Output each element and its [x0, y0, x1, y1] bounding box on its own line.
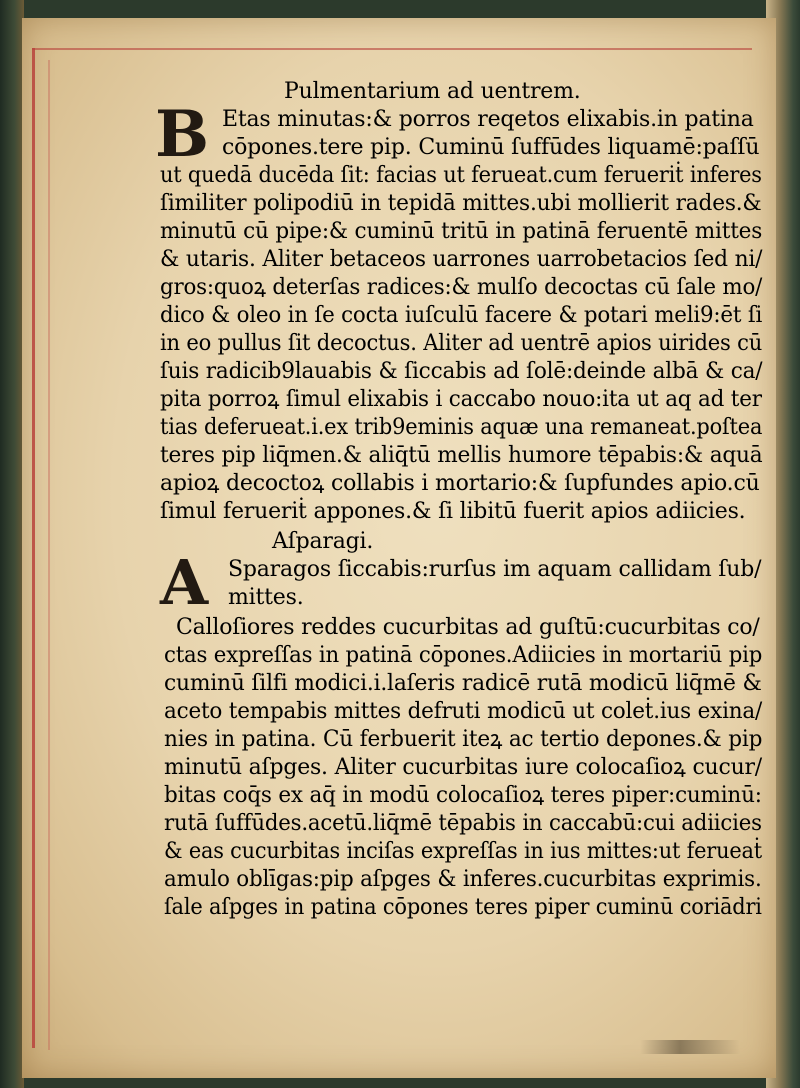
text-line: ſuis radicib9lauabis & ſiccabis ad ſolē:deinde albā & ca/ — [160, 359, 763, 384]
text-line: nies in patina. Cū ferbuerit iteꝝ ac tertio depones.& pip — [164, 727, 763, 752]
text-line: & utaris. Aliter betaceos uarrones uarrobetacios ſed ni/ — [160, 247, 763, 272]
rubric-line-left — [32, 48, 35, 1048]
text-line: mittes. — [228, 585, 304, 610]
rubric-line-top — [32, 48, 752, 50]
heading-pulmentarium: Pulmentarium ad uentrem. — [284, 79, 581, 104]
initial-letter-b: B — [155, 97, 210, 172]
text-line: apioꝝ decoctoꝝ collabis i mortario:& ſupfundes apio.cū — [160, 471, 760, 496]
text-line: ſale aſpges in patina cōpones teres piper cuminū coriādri — [164, 895, 762, 920]
text-line: amulo oblīgas:pip aſpges & inferes.cucurbitas exprimis. — [164, 867, 762, 892]
text-line: ſimiliter polipodiū in tepidā mittes.ubi mollierit rades.& — [160, 191, 762, 216]
text-line: aceto tempabis mittes defruti modicū ut coleṫ.ius exina/ — [164, 699, 763, 724]
text-line: Sparagos ſiccabis:rurſus im aquam callidam ſub/ — [228, 557, 762, 582]
text-line: pita porroꝝ ſimul elixabis i caccabo nouo:ita ut aq ad ter — [160, 387, 762, 412]
text-line: Calloſiores reddes cucurbitas ad guſtū:cucurbitas co/ — [176, 615, 760, 640]
text-line: ut quedā ducēda ſit: facias ut ferueat.cum ferueriṫ inferes — [160, 163, 762, 188]
text-line: gros:quoꝝ deterſas radices:& mulſo decoctas cū ſale mo/ — [160, 275, 763, 300]
text-line: & eas cucurbitas inciſas expreſſas in ius mittes:ut ferueaṫ — [164, 839, 762, 864]
book-spine — [0, 0, 24, 1088]
text-line: minutū cū pipe:& cuminū tritū in patinā feruentē mittes — [160, 219, 763, 244]
page-smudge — [640, 1040, 740, 1054]
text-line: rutā ſuffūdes.acetū.liq̄mē tēpabis in caccabū:cui adiicies — [164, 811, 762, 836]
initial-letter-a: A — [160, 546, 209, 619]
rubric-line-inner — [48, 60, 50, 1050]
text-line: minutū aſpges. Aliter cucurbitas iure colocaſioꝝ cucur/ — [164, 755, 763, 780]
text-line: Etas minutas:& porros reqetos elixabis.in patina — [222, 107, 754, 132]
text-line: bitas coq̄s ex aq̄ in modū colocaſioꝝ teres piper:cuminū: — [164, 783, 762, 808]
text-line: tias deferueat.i.ex trib9eminis aquæ una remaneat.poſtea — [160, 415, 763, 440]
text-line: teres pip liq̄men.& aliq̄tū mellis humore tēpabis:& aquā — [160, 443, 763, 468]
heading-asparagi: Aſparagi. — [272, 529, 374, 554]
text-line: dico & oleo in ſe cocta iuſculū facere & potari meli9:ēt ſi — [160, 303, 763, 328]
text-line: in eo pullus ſit decoctus. Aliter ad uentrē apios uirides cū — [160, 331, 763, 356]
text-line: cōpones.tere pip. Cuminū ſuffūdes liquamē:paſſū — [222, 135, 760, 160]
text-line: ctas expreſſas in patinā cōpones.Adiicies in mortariū pip — [164, 643, 763, 668]
text-line: ſimul ferueriṫ appones.& ſi libitū fuerit apios adiicies. — [160, 499, 746, 524]
text-line: cuminū ſilfi modici.i.laſeris radicē rutā modicū liq̄mē & — [164, 671, 762, 696]
